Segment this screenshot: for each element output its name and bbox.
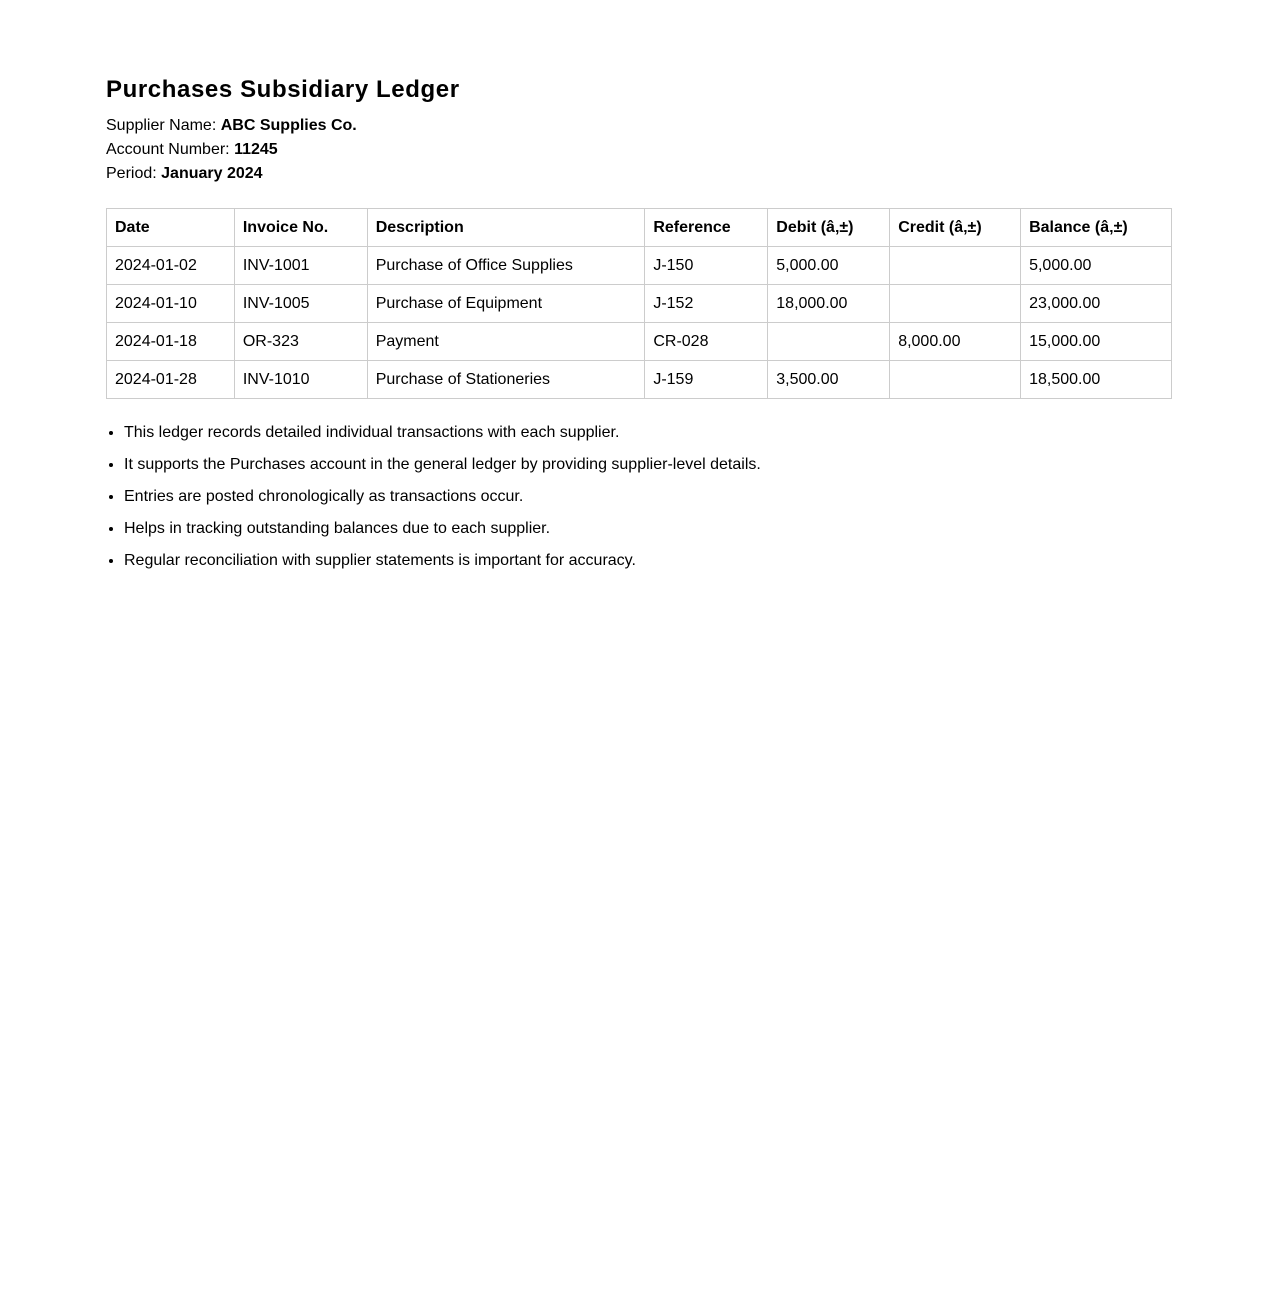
notes-list bbox=[106, 423, 1172, 571]
cell-credit bbox=[890, 247, 1021, 285]
cell-reference: J-159 bbox=[645, 361, 768, 399]
cell-credit bbox=[890, 361, 1021, 399]
column-header-reference: Reference bbox=[645, 209, 768, 247]
cell-debit: 18,000.00 bbox=[768, 285, 890, 323]
cell-debit: 5,000.00 bbox=[768, 247, 890, 285]
cell-reference: J-152 bbox=[645, 285, 768, 323]
ledger-table bbox=[106, 208, 1172, 399]
column-header-description: Description bbox=[367, 209, 645, 247]
cell-date: 2024-01-02 bbox=[107, 247, 235, 285]
period-line bbox=[106, 162, 1172, 186]
column-header-debit: Debit (â‚±) bbox=[768, 209, 890, 247]
cell-date: 2024-01-28 bbox=[107, 361, 235, 399]
cell-invoice-no: INV-1010 bbox=[234, 361, 367, 399]
account-number-value: 11245 bbox=[234, 141, 278, 158]
cell-balance: 18,500.00 bbox=[1021, 361, 1172, 399]
supplier-name-line bbox=[106, 114, 1172, 138]
supplier-name-value: ABC Supplies Co. bbox=[220, 117, 357, 134]
column-header-date: Date bbox=[107, 209, 235, 247]
column-header-credit: Credit (â‚±) bbox=[890, 209, 1021, 247]
list-item: • Entries are posted chronologically as transactions occur. bbox=[124, 487, 1172, 507]
cell-debit: 3,500.00 bbox=[768, 361, 890, 399]
cell-balance: 5,000.00 bbox=[1021, 247, 1172, 285]
table-header-row bbox=[107, 209, 1172, 247]
ledger-meta bbox=[106, 114, 1172, 186]
page-title: Purchases Subsidiary Ledger bbox=[106, 76, 460, 103]
cell-description: Purchase of Stationeries bbox=[367, 361, 645, 399]
list-item: • Helps in tracking outstanding balances due to each supplier. bbox=[124, 519, 1172, 539]
period-label: Period: bbox=[106, 165, 157, 182]
cell-invoice-no: INV-1005 bbox=[234, 285, 367, 323]
column-header-balance: Balance (â‚±) bbox=[1021, 209, 1172, 247]
table-row bbox=[107, 247, 1172, 285]
cell-date: 2024-01-18 bbox=[107, 323, 235, 361]
cell-invoice-no: OR-323 bbox=[234, 323, 367, 361]
cell-balance: 15,000.00 bbox=[1021, 323, 1172, 361]
cell-credit: 8,000.00 bbox=[890, 323, 1021, 361]
list-item: • Regular reconciliation with supplier statements is important for accuracy. bbox=[124, 551, 1172, 571]
table-row bbox=[107, 361, 1172, 399]
column-header-invoice-no: Invoice No. bbox=[234, 209, 367, 247]
ledger-document bbox=[106, 74, 1172, 583]
cell-credit bbox=[890, 285, 1021, 323]
cell-balance: 23,000.00 bbox=[1021, 285, 1172, 323]
account-number-label: Account Number: bbox=[106, 141, 230, 158]
cell-description: Purchase of Office Supplies bbox=[367, 247, 645, 285]
period-value: January 2024 bbox=[161, 165, 263, 182]
cell-description: Payment bbox=[367, 323, 645, 361]
cell-reference: CR-028 bbox=[645, 323, 768, 361]
cell-debit bbox=[768, 323, 890, 361]
cell-reference: J-150 bbox=[645, 247, 768, 285]
cell-description: Purchase of Equipment bbox=[367, 285, 645, 323]
supplier-name-label: Supplier Name: bbox=[106, 117, 217, 134]
cell-invoice-no: INV-1001 bbox=[234, 247, 367, 285]
list-item: • It supports the Purchases account in the general ledger by providing supplier-level details. bbox=[124, 455, 1172, 475]
table-row bbox=[107, 323, 1172, 361]
account-number-line bbox=[106, 138, 1172, 162]
table-row bbox=[107, 285, 1172, 323]
cell-date: 2024-01-10 bbox=[107, 285, 235, 323]
list-item: • This ledger records detailed individual transactions with each supplier. bbox=[124, 423, 1172, 443]
